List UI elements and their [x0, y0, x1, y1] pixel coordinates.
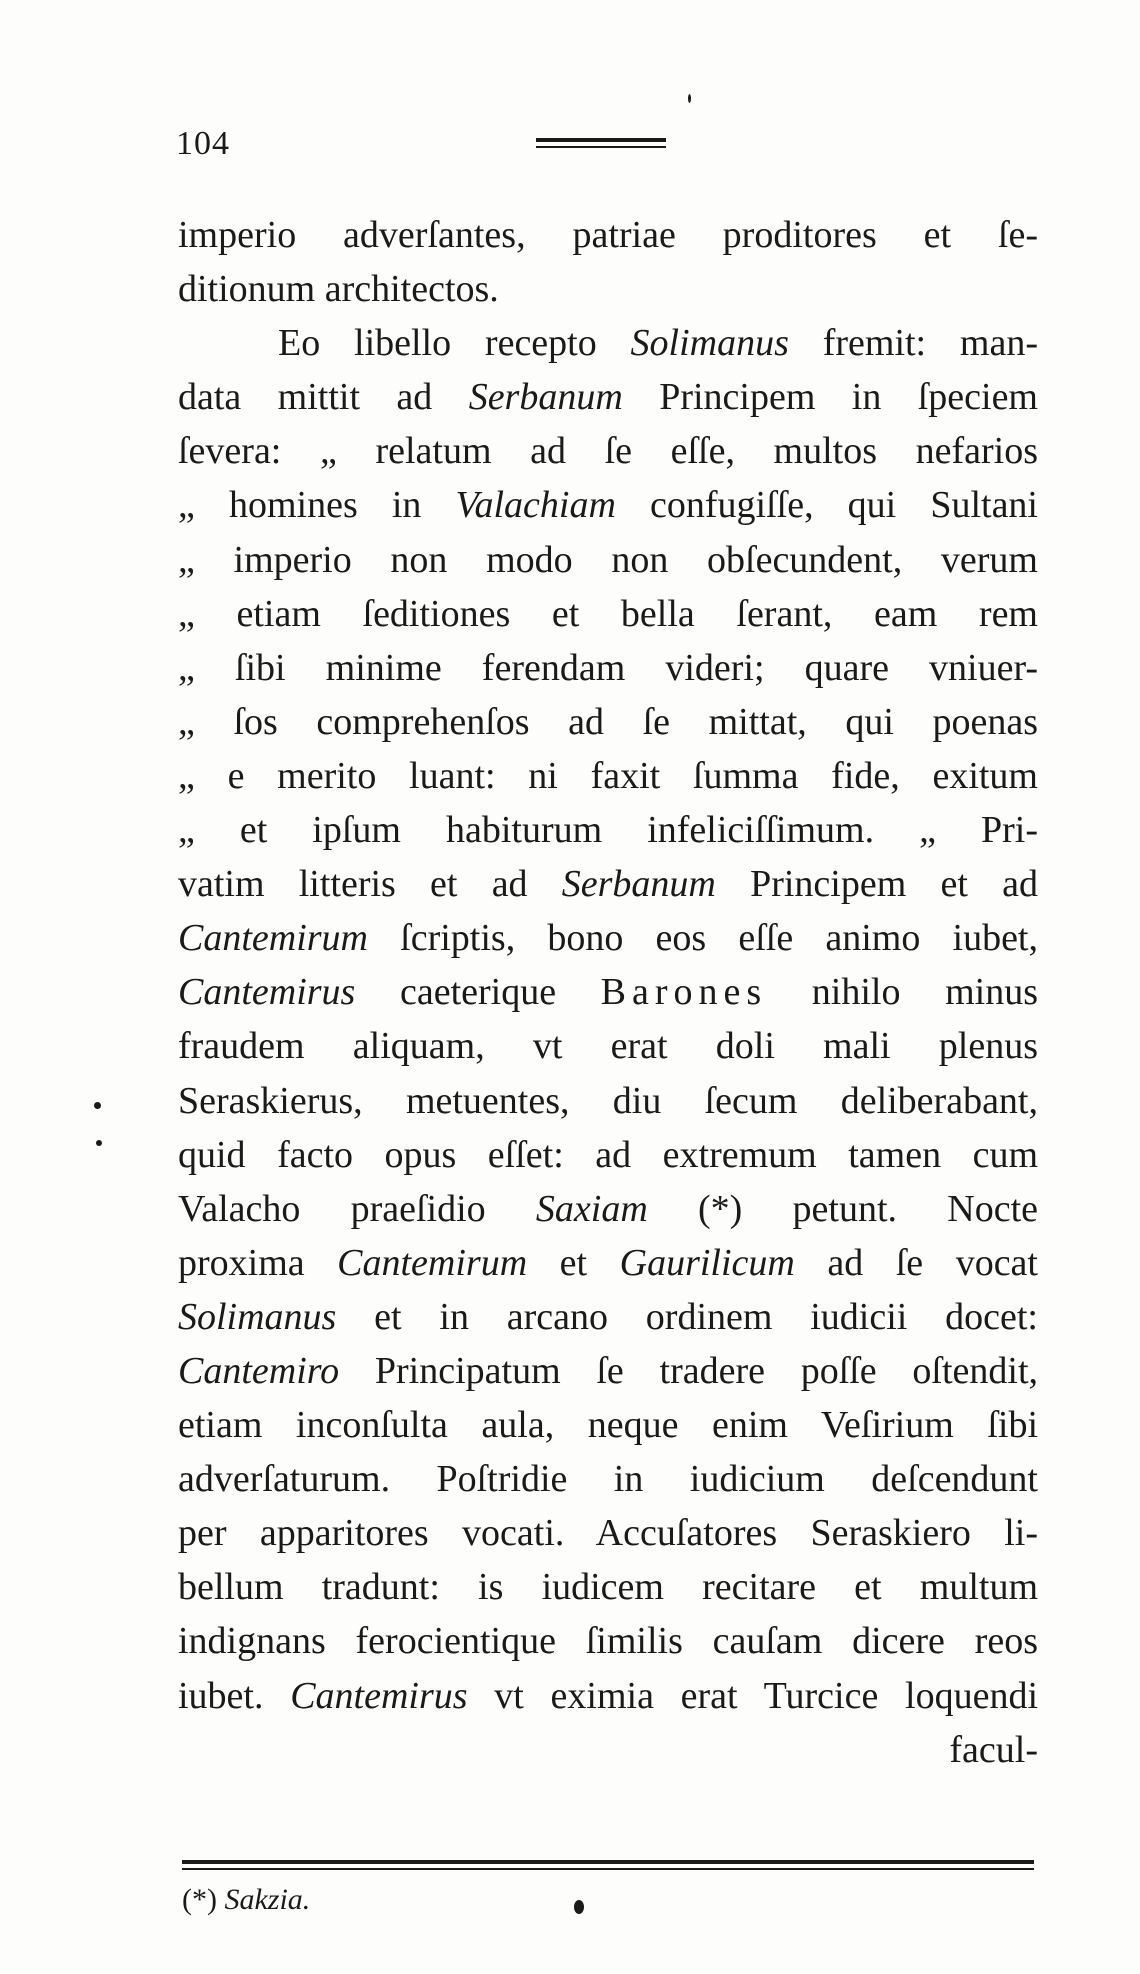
text-segment: ſcriptis, bono eos eſſe animo iubet, — [368, 917, 1038, 960]
italic-text: Gaurilicum — [619, 1241, 795, 1284]
text-segment: „ etiam ſeditiones et bella ſerant, eam rem — [178, 592, 1038, 635]
italic-text: Cantemirus — [290, 1674, 468, 1717]
text-segment: adverſaturum. Poſtridie in iudicium deſcendunt — [178, 1458, 1038, 1501]
text-line — [178, 695, 1038, 749]
text-segment: Valacho praeſidio — [178, 1187, 536, 1230]
text-line — [178, 1290, 1038, 1344]
text-segment: fremit: man- — [788, 322, 1038, 365]
text-segment: data mittit ad — [178, 376, 469, 419]
text-line — [178, 424, 1038, 478]
text-segment: vatim litteris et ad — [178, 863, 562, 906]
italic-text: Cantemiro — [178, 1349, 340, 1392]
text-segment: ad ſe vocat — [794, 1241, 1038, 1284]
speck — [574, 1900, 584, 1914]
italic-text: Cantemirus — [178, 971, 356, 1014]
text-segment: nihilo minus — [767, 971, 1038, 1014]
text-line — [178, 262, 1038, 316]
body-text — [178, 208, 1038, 1777]
text-segment: „ ſibi minime ferendam videri; quare vniuer- — [178, 646, 1038, 689]
text-line — [178, 1452, 1038, 1506]
text-segment: ditionum architectos. — [178, 268, 499, 311]
text-line — [178, 1398, 1038, 1452]
text-segment: „ homines in — [178, 484, 456, 527]
text-segment: proxima — [178, 1241, 338, 1284]
text-segment: Eo libello recepto — [278, 322, 631, 365]
text-line — [178, 641, 1038, 695]
speck — [688, 94, 691, 103]
text-line — [178, 1723, 1038, 1777]
text-segment: Principem et ad — [715, 863, 1038, 906]
text-line — [178, 478, 1038, 532]
italic-text: Cantemirum — [178, 917, 368, 960]
text-segment: fraudem aliquam, vt erat doli mali plenus — [178, 1025, 1038, 1068]
speck — [94, 1102, 101, 1109]
italic-text: Solimanus — [178, 1295, 337, 1338]
text-segment: et — [527, 1241, 620, 1284]
text-segment: quid facto opus eſſet: ad extremum tamen cum — [178, 1133, 1038, 1176]
italic-text: Cantemirum — [337, 1241, 528, 1284]
text-line — [178, 1614, 1038, 1668]
text-line — [178, 1128, 1038, 1182]
text-segment: „ et ipſum habiturum infeliciſſimum. „ Pri- — [178, 809, 1038, 852]
text-segment: vt eximia erat Turcice loquendi — [467, 1674, 1038, 1717]
text-segment: per apparitores vocati. Accuſatores Seraskiero li- — [178, 1512, 1038, 1555]
text-segment: confugiſſe, qui Sultani — [615, 484, 1038, 527]
text-line — [178, 587, 1038, 641]
text-line — [178, 1560, 1038, 1614]
text-line — [178, 208, 1038, 262]
italic-text: Saxiam — [535, 1187, 648, 1230]
text-segment: indignans ferocientique ſimilis cauſam dicere reos — [178, 1620, 1038, 1663]
text-segment: et in arcano ordinem iudicii docet: — [336, 1295, 1038, 1338]
text-segment: etiam inconſulta aula, neque enim Veſirium ſibi — [178, 1404, 1038, 1447]
italic-text: Valachiam — [455, 484, 616, 527]
italic-text: Serbanum — [561, 863, 716, 906]
text-segment: Barones — [600, 971, 768, 1014]
text-line — [178, 1019, 1038, 1073]
text-segment: iubet. — [178, 1674, 291, 1717]
text-line — [178, 1236, 1038, 1290]
text-segment: Principem in ſpeciem — [622, 376, 1038, 419]
speck — [96, 1140, 102, 1146]
text-segment: imperio adverſantes, patriae proditores et ſe- — [178, 214, 1038, 256]
text-segment: „ imperio non modo non obſecundent, verum — [178, 538, 1038, 581]
text-line — [178, 803, 1038, 857]
text-segment: Principatum ſe tradere poſſe oſtendit, — [339, 1349, 1038, 1392]
text-line — [178, 749, 1038, 803]
text-line — [178, 316, 1038, 370]
text-line — [178, 965, 1038, 1019]
text-segment: „ ſos comprehenſos ad ſe mittat, qui poenas — [178, 700, 1038, 743]
text-line — [178, 1182, 1038, 1236]
text-line — [178, 1074, 1038, 1128]
italic-text: Solimanus — [630, 322, 789, 365]
page-number: 104 — [176, 125, 230, 162]
text-segment: (*) petunt. Nocte — [647, 1187, 1038, 1230]
text-segment: ſevera: „ relatum ad ſe eſſe, multos nefarios — [178, 430, 1038, 473]
footnote-double-rule — [182, 1860, 1034, 1872]
text-segment: bellum tradunt: is iudicem recitare et multum — [178, 1566, 1038, 1609]
text-line — [178, 533, 1038, 587]
text-segment: caeterique — [355, 971, 601, 1014]
italic-text: Serbanum — [468, 376, 623, 419]
header-double-rule — [536, 138, 666, 152]
text-line — [178, 370, 1038, 424]
footnote — [182, 1880, 310, 1920]
text-line — [178, 911, 1038, 965]
footnote-text: Sakzia. — [224, 1883, 311, 1916]
text-segment: Seraskierus, metuentes, diu ſecum deliberabant, — [178, 1079, 1038, 1122]
text-line — [178, 1344, 1038, 1398]
text-line — [178, 1506, 1038, 1560]
text-line — [178, 857, 1038, 911]
text-segment: facul- — [949, 1728, 1038, 1771]
text-line — [178, 1669, 1038, 1723]
text-segment: „ e merito luant: ni faxit ſumma fide, exitum — [178, 754, 1038, 797]
footnote-mark: (*) — [182, 1883, 217, 1916]
